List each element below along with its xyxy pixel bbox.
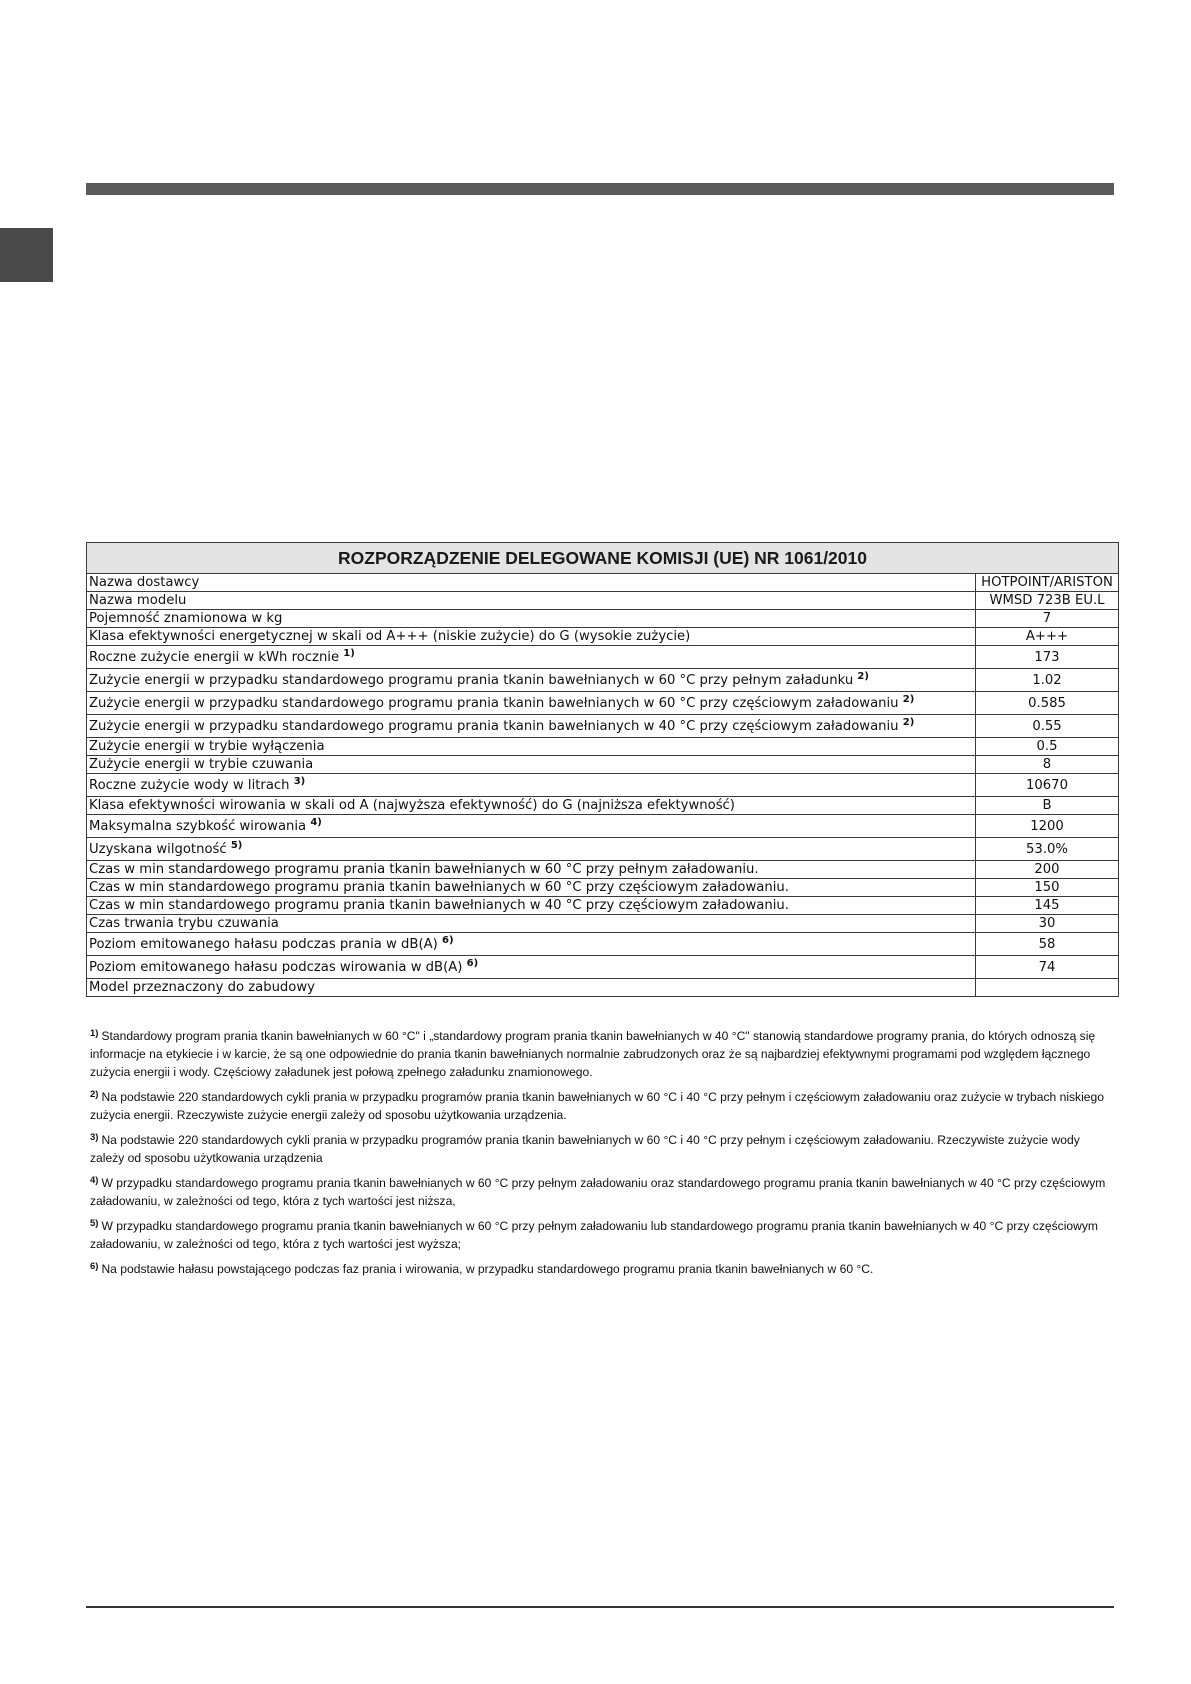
- row-value: 145: [976, 897, 1119, 915]
- table-row: [87, 756, 1119, 774]
- footnote: [90, 1260, 1114, 1278]
- table-row: [87, 692, 1119, 715]
- table-row: [87, 915, 1119, 933]
- row-label: [87, 592, 976, 610]
- row-value: 0.55: [976, 715, 1119, 738]
- row-value: 53.0%: [976, 838, 1119, 861]
- row-value: 58: [976, 933, 1119, 956]
- row-label-text: Czas w min standardowego programu prania tkanin bawełnianych w 60 °C przy częściowym załadowaniu.: [89, 880, 789, 895]
- footnote-ref: 6): [441, 934, 454, 946]
- table-row: [87, 738, 1119, 756]
- row-label-text: Model przeznaczony do zabudowy: [89, 980, 315, 995]
- row-label: [87, 692, 976, 715]
- row-label-text: Nazwa modelu: [89, 593, 187, 608]
- row-value: 150: [976, 879, 1119, 897]
- row-label: [87, 897, 976, 915]
- footer-rule: [86, 1606, 1114, 1608]
- row-label-text: Klasa efektywności energetycznej w skali od A+++ (niskie zużycie) do G (wysokie zużycie): [89, 629, 691, 644]
- row-label: [87, 979, 976, 997]
- row-label-text: Klasa efektywności wirowania w skali od A (najwyższa efektywność) do G (najniższa efektywność): [89, 798, 735, 813]
- table-row: [87, 815, 1119, 838]
- table-row: [87, 933, 1119, 956]
- table-row: [87, 879, 1119, 897]
- row-label-text: Roczne zużycie energii w kWh rocznie: [89, 649, 340, 665]
- footnote-text: Na podstawie 220 standardowych cykli prania w przypadku programów prania tkanin bawełnianych w 60 °C i 40 °C przy pełnym i częściowym załadowaniu oraz zużycie w trybach niskiego zużycia energii. Rzeczywiste zużycie energii zależy od sposobu użytkowania urządzenia.: [90, 1090, 1104, 1122]
- row-label: [87, 861, 976, 879]
- row-value: HOTPOINT/ARISTON: [976, 574, 1119, 592]
- footnote: [90, 1088, 1114, 1124]
- row-value: 0.585: [976, 692, 1119, 715]
- row-label: [87, 797, 976, 815]
- row-label-text: Pojemność znamionowa w kg: [89, 611, 283, 626]
- footnote-mark: 2): [90, 1089, 99, 1100]
- table-row: [87, 797, 1119, 815]
- footnote-text: Standardowy program prania tkanin bawełnianych w 60 °C" i „standardowy program prania tkanin bawełnianych w 40 °C" stanowią standardowe programy prania, do których odnoszą się informacje na etykiecie i w karcie, że są one odpowiednie do prania tkanin bawełnianych normalnie zabrudzonych oraz że są najbardziej efektywnymi programami pod względem łącznego zużycia energii i wody. Częściowy załadunek jest połową zpełnego załadunku znamionowego.: [90, 1029, 1096, 1079]
- row-label: [87, 715, 976, 738]
- row-value: B: [976, 797, 1119, 815]
- row-value: 1200: [976, 815, 1119, 838]
- row-value: 10670: [976, 774, 1119, 797]
- row-label: [87, 628, 976, 646]
- energy-spec-table: [86, 542, 1119, 997]
- row-label: [87, 933, 976, 956]
- footnote-ref: 2): [902, 693, 915, 705]
- row-label: [87, 915, 976, 933]
- table-row: [87, 715, 1119, 738]
- table-body: [87, 574, 1119, 997]
- footnote-mark: 4): [90, 1175, 99, 1186]
- table-title: ROZPORZĄDZENIE DELEGOWANE KOMISJI (UE) NR 1061/2010: [87, 543, 1119, 574]
- footnotes: [90, 1027, 1114, 1285]
- footnote-ref: 5): [230, 839, 243, 851]
- table-row: [87, 628, 1119, 646]
- header-rule: [86, 183, 1114, 195]
- footnote: [90, 1217, 1114, 1253]
- row-label: [87, 574, 976, 592]
- row-value: WMSD 723B EU.L: [976, 592, 1119, 610]
- row-label-text: Czas trwania trybu czuwania: [89, 916, 279, 931]
- row-label: [87, 669, 976, 692]
- footnote-mark: 5): [90, 1218, 99, 1229]
- row-value: 8: [976, 756, 1119, 774]
- row-label-text: Maksymalna szybkość wirowania: [89, 818, 307, 834]
- table-row: [87, 861, 1119, 879]
- footnote-ref: 2): [857, 670, 869, 682]
- footnote-ref: 2): [902, 716, 915, 728]
- row-label: [87, 646, 976, 669]
- row-label-text: Czas w min standardowego programu prania tkanin bawełnianych w 40 °C przy częściowym załadowaniu.: [89, 898, 789, 913]
- row-value: 200: [976, 861, 1119, 879]
- footnote-text: W przypadku standardowego programu prania tkanin bawełnianych w 60 °C przy pełnym załadowaniu oraz standardowego programu prania tkanin bawełnianych w 40 °C przy częściowym załadowaniu, w zależności od tego, która z tych wartości jest niższa,: [90, 1176, 1106, 1208]
- row-label-text: Zużycie energii w trybie czuwania: [89, 757, 314, 772]
- row-label: [87, 838, 976, 861]
- row-value: 1.02: [976, 669, 1119, 692]
- row-label-text: Roczne zużycie wody w litrach: [89, 777, 290, 793]
- footnote: [90, 1027, 1114, 1081]
- row-label: [87, 738, 976, 756]
- footnote-mark: 3): [90, 1132, 99, 1143]
- footnote-ref: 6): [466, 957, 479, 969]
- table-row: [87, 669, 1119, 692]
- row-value: 0.5: [976, 738, 1119, 756]
- row-label: [87, 879, 976, 897]
- table-row: [87, 610, 1119, 628]
- footnote-mark: 1): [90, 1028, 99, 1039]
- row-value: A+++: [976, 628, 1119, 646]
- table-row: [87, 897, 1119, 915]
- footnote: [90, 1131, 1114, 1167]
- row-label-text: Zużycie energii w przypadku standardowego programu prania tkanin bawełnianych w 40 °C przy częściowym załadowaniu: [89, 718, 899, 734]
- table-row: [87, 592, 1119, 610]
- table-row: [87, 979, 1119, 997]
- row-value: 173: [976, 646, 1119, 669]
- row-value: [976, 979, 1119, 997]
- footnote-ref: 4): [310, 816, 322, 828]
- footnote-text: Na podstawie 220 standardowych cykli prania w przypadku programów prania tkanin bawełnianych w 60 °C i 40 °C przy pełnym i częściowym załadowaniu. Rzeczywiste zużycie wody zależy od sposobu użytkowania urządzenia: [90, 1133, 1080, 1165]
- row-label-text: Zużycie energii w przypadku standardowego programu prania tkanin bawełnianych w 60 °C przy pełnym załadunku: [89, 672, 854, 688]
- row-label: [87, 610, 976, 628]
- table-row: [87, 838, 1119, 861]
- row-label-text: Zużycie energii w trybie wyłączenia: [89, 739, 325, 754]
- row-label: [87, 774, 976, 797]
- row-value: 30: [976, 915, 1119, 933]
- row-label-text: Nazwa dostawcy: [89, 575, 200, 590]
- row-label-text: Zużycie energii w przypadku standardowego programu prania tkanin bawełnianych w 60 °C przy częściowym załadowaniu: [89, 695, 899, 711]
- row-label-text: Uzyskana wilgotność: [89, 841, 227, 857]
- footnote-text: W przypadku standardowego programu prania tkanin bawełnianych w 60 °C przy pełnym załadowaniu lub standardowego programu prania tkanin bawełnianych w 40 °C przy częściowym załadowaniu, w zależności od tego, która z tych wartości jest wyższa;: [90, 1219, 1098, 1251]
- row-label: [87, 756, 976, 774]
- footnote-text: Na podstawie hałasu powstającego podczas faz prania i wirowania, w przypadku standardowego programu prania tkanin bawełnianych w 60 °C.: [101, 1262, 874, 1276]
- footnote: [90, 1174, 1114, 1210]
- row-value: 74: [976, 956, 1119, 979]
- row-label-text: Poziom emitowanego hałasu podczas prania w dB(A): [89, 936, 438, 952]
- row-label: [87, 815, 976, 838]
- footnote-ref: 3): [293, 775, 306, 787]
- row-label-text: Czas w min standardowego programu prania tkanin bawełnianych w 60 °C przy pełnym załadowaniu.: [89, 862, 759, 877]
- row-label-text: Poziom emitowanego hałasu podczas wirowania w dB(A): [89, 959, 463, 975]
- language-tab-marker: [0, 228, 53, 282]
- row-label: [87, 956, 976, 979]
- footnote-ref: 1): [343, 647, 355, 659]
- table-row: [87, 646, 1119, 669]
- row-value: 7: [976, 610, 1119, 628]
- footnote-mark: 6): [90, 1261, 99, 1272]
- table-row: [87, 574, 1119, 592]
- table-row: [87, 956, 1119, 979]
- table-row: [87, 774, 1119, 797]
